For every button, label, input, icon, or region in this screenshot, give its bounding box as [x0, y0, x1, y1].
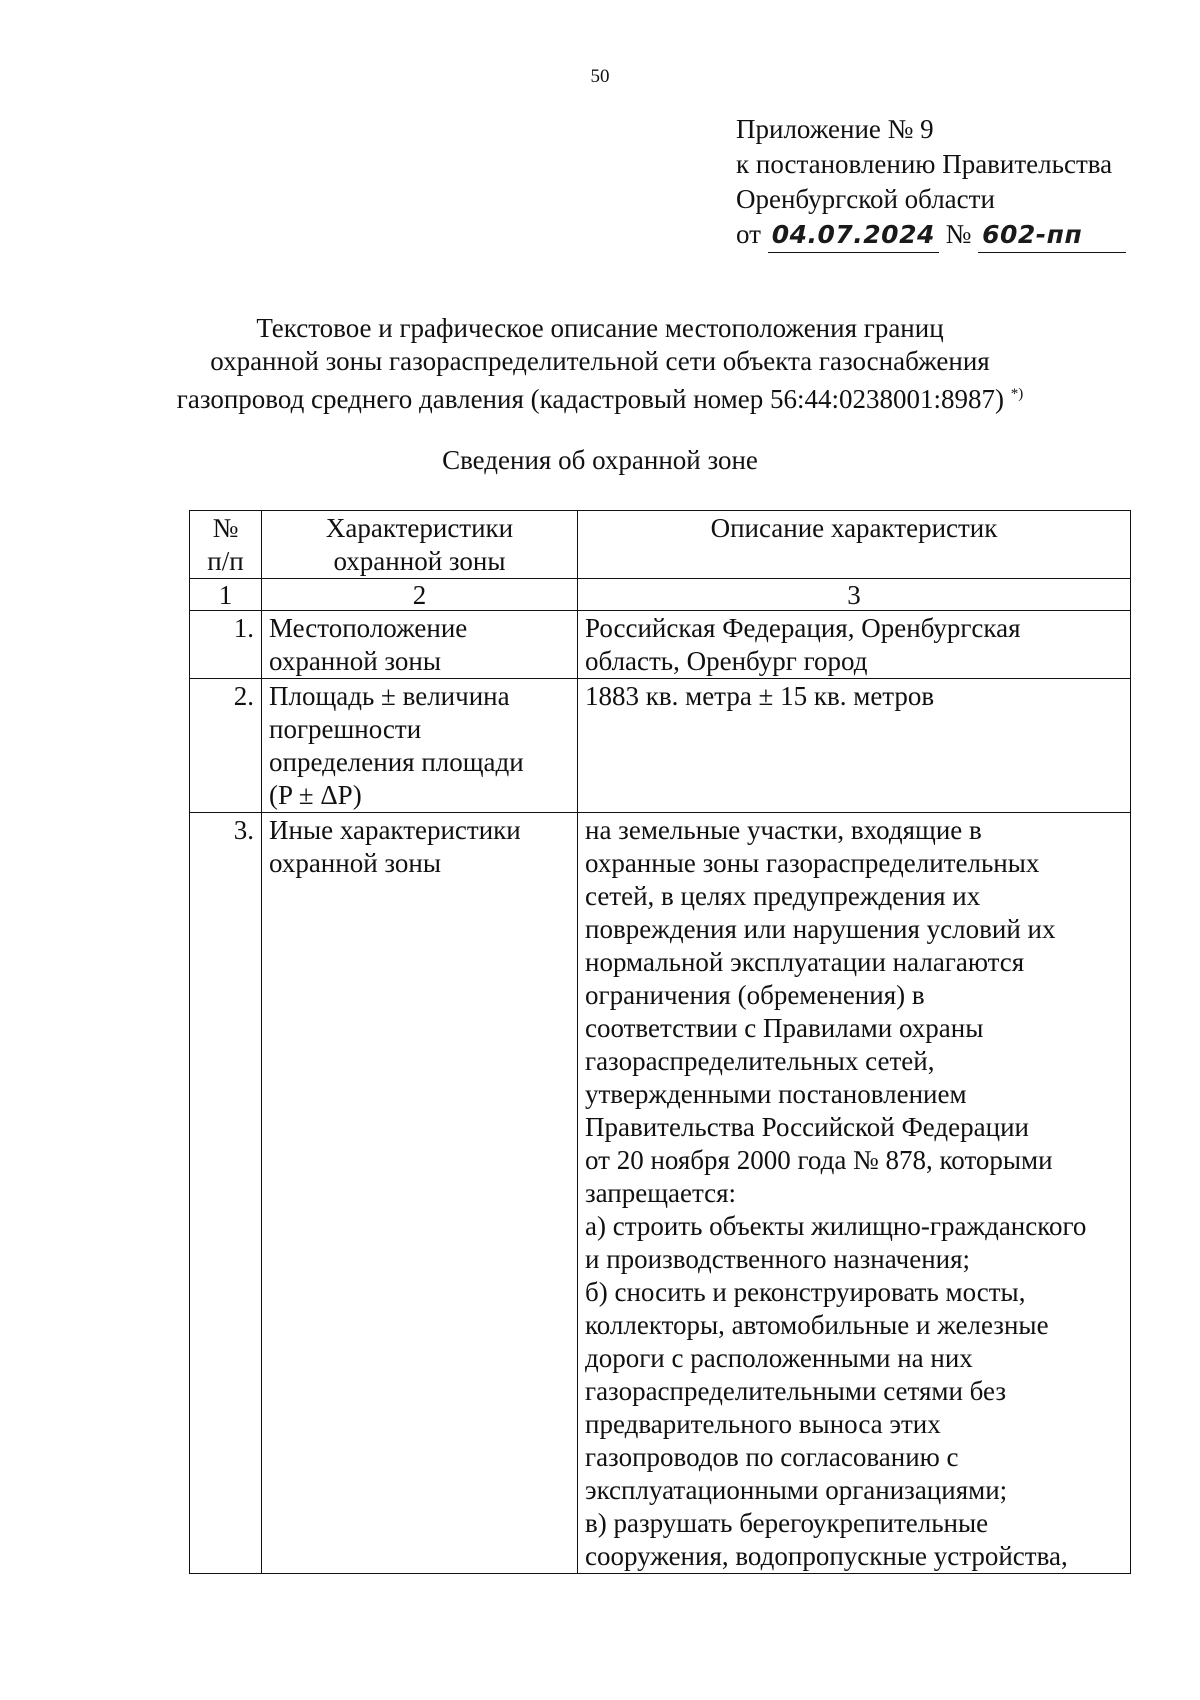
title-line-1: Текстовое и графическое описание местоположения границ: [256, 313, 944, 343]
row-characteristic: [262, 813, 578, 1574]
row-number: 2.: [190, 679, 262, 813]
cell-line: на земельные участки, входящие в: [585, 815, 982, 845]
header-text: Описание характеристик: [710, 513, 998, 543]
cell-line: повреждения или нарушения условий их: [585, 914, 1056, 944]
number-label: №: [945, 219, 972, 249]
row-description: [578, 679, 1131, 813]
footnote-mark: *): [1010, 386, 1024, 402]
appendix-line-1: Приложение № 9: [736, 114, 934, 144]
cell-line: предварительного выноса этих: [585, 1409, 941, 1439]
cell-line: определения площади: [269, 747, 524, 777]
column-number: 1: [190, 579, 262, 611]
cell-line: нормальной эксплуатации налагаются: [585, 947, 1025, 977]
cell-line: Правительства Российской Федерации: [585, 1112, 1029, 1142]
cell-line: газораспределительными сетями без: [585, 1376, 1007, 1406]
cell-line: охранной зоны: [269, 646, 442, 676]
handwritten-date: 04.07.2024: [768, 217, 939, 253]
row-characteristic: [262, 679, 578, 813]
header-text: п/п: [207, 546, 244, 576]
cell-line: 1883 кв. метра ± 15 кв. метров: [585, 681, 935, 711]
cell-line: Местоположение: [269, 613, 468, 643]
cell-line: Российская Федерация, Оренбургская: [585, 613, 1021, 643]
appendix-line-3: Оренбургской области: [736, 184, 995, 214]
row-description: [578, 611, 1131, 679]
row-number: 1.: [190, 611, 262, 679]
from-label: от: [736, 219, 761, 249]
header-cell-number: [190, 511, 262, 579]
cell-line: дороги с расположенными на них: [585, 1343, 973, 1373]
cell-line: в) разрушать берегоукрепительные: [585, 1508, 989, 1538]
column-number: 2: [262, 579, 578, 611]
cell-line: охранные зоны газораспределительных: [585, 848, 1040, 878]
cell-line: область, Оренбург город: [585, 646, 868, 676]
table-header-row: [190, 511, 1131, 579]
appendix-line-2: к постановлению Правительства: [736, 149, 1113, 179]
cell-line: ограничения (обременения) в: [585, 980, 925, 1010]
cell-line: газопроводов по согласованию с: [585, 1442, 959, 1472]
cell-line: сооружения, водопропускные устройства,: [585, 1541, 1068, 1571]
cell-line: газораспределительных сетей,: [585, 1046, 935, 1076]
column-number: 3: [578, 579, 1131, 611]
table-row: [190, 679, 1131, 813]
appendix-block: [736, 112, 1126, 253]
header-text: охранной зоны: [333, 546, 506, 576]
table-column-numbers-row: [190, 579, 1131, 611]
cell-line: и производственного назначения;: [585, 1244, 971, 1274]
row-description: [578, 813, 1131, 1574]
cell-line: Площадь ± величина: [269, 681, 510, 711]
cell-line: а) строить объекты жилищно-гражданского: [585, 1211, 1087, 1241]
cell-line: соответствии с Правилами охраны: [585, 1013, 984, 1043]
header-text: №: [212, 513, 239, 543]
title-line-2: охранной зоны газораспределительной сети объекта газоснабжения: [210, 346, 990, 376]
cell-line: Иные характеристики: [269, 815, 521, 845]
appendix-date-line: [736, 217, 1126, 253]
table-row: [190, 813, 1131, 1574]
cell-line: запрещается:: [585, 1178, 737, 1208]
title-line-3-text: газопровод среднего давления (кадастровый номер 56:44:0238001:8987): [176, 384, 1004, 414]
cell-line: от 20 ноября 2000 года № 878, которыми: [585, 1145, 1053, 1175]
cell-line: эксплуатационными организациями;: [585, 1475, 1008, 1505]
header-cell-description: [578, 511, 1131, 579]
handwritten-number: 602-пп: [978, 217, 1126, 253]
cell-line: утвержденными постановлением: [585, 1079, 967, 1109]
row-characteristic: [262, 611, 578, 679]
title-line-3: [0, 378, 1200, 416]
document-title: [0, 312, 1200, 416]
section-title: Сведения об охранной зоне: [442, 445, 758, 475]
cell-line: (P ± ΔP): [269, 780, 362, 810]
row-number: 3.: [190, 813, 262, 1574]
page-number: 50: [590, 66, 610, 87]
cell-line: охранной зоны: [269, 848, 442, 878]
cell-line: коллекторы, автомобильные и железные: [585, 1310, 1049, 1340]
table-row: [190, 611, 1131, 679]
cell-line: сетей, в целях предупреждения их: [585, 881, 981, 911]
header-text: Характеристики: [325, 513, 514, 543]
cell-line: б) сносить и реконструировать мосты,: [585, 1277, 1026, 1307]
zone-info-table: [189, 510, 1131, 1574]
header-cell-characteristics: [262, 511, 578, 579]
cell-line: погрешности: [269, 714, 422, 744]
